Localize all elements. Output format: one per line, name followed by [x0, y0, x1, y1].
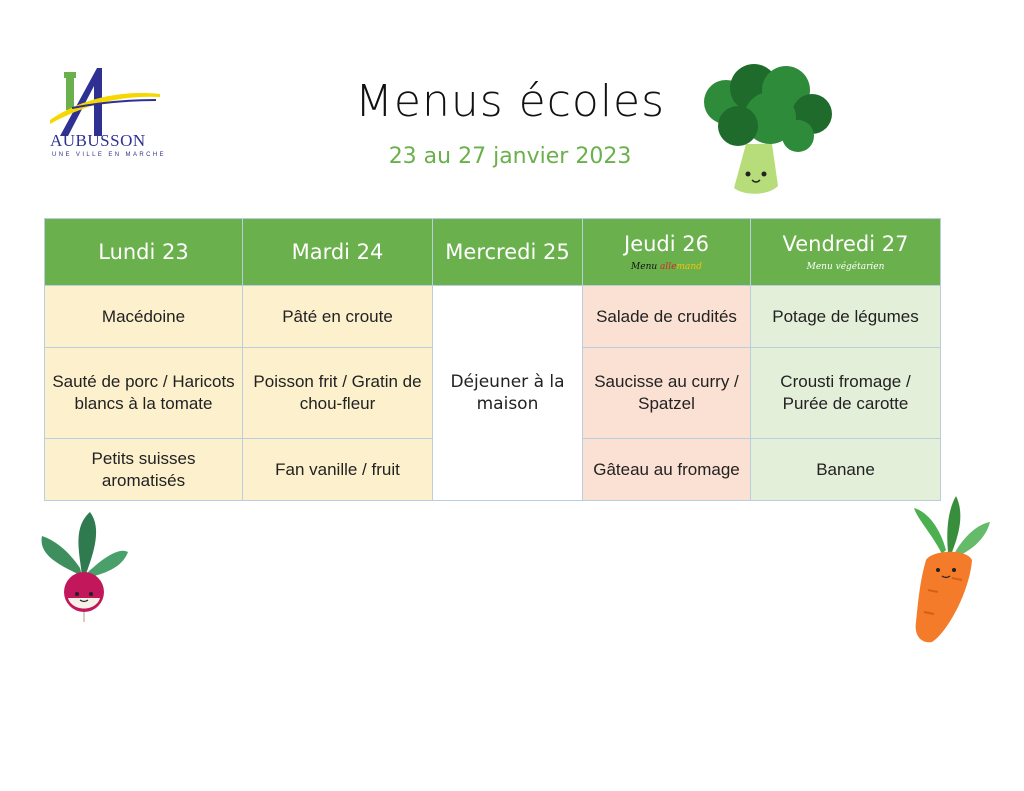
page-subtitle: 23 au 27 janvier 2023	[388, 144, 632, 169]
day-header-lundi	[45, 219, 243, 286]
menu-row-starter	[45, 286, 941, 348]
day-header-mardi	[243, 219, 433, 286]
vegetarian-menu-note: Menu végétarien	[806, 262, 885, 272]
menu-table	[44, 218, 941, 501]
carrot-icon	[902, 494, 994, 646]
day-label: Lundi 23	[98, 240, 189, 264]
day-header-jeudi	[583, 219, 751, 286]
note-part: Menu	[631, 262, 661, 272]
menu-cell: Sauté de porc / Haricots blancs à la tomate	[45, 348, 243, 439]
note-part: mand	[676, 262, 702, 272]
logo-text: AUBUSSON	[50, 131, 146, 150]
logo-tagline: UNE VILLE EN MARCHE	[52, 152, 166, 158]
menu-cell: Salade de crudités	[583, 286, 751, 348]
day-label: Vendredi 27	[782, 232, 909, 256]
day-label: Mercredi 25	[445, 240, 570, 264]
wednesday-home-note: Déjeuner à la maison	[433, 286, 583, 501]
day-label: Jeudi 26	[624, 232, 709, 256]
day-header-vendredi	[751, 219, 941, 286]
menu-cell: Petits suisses aromatisés	[45, 439, 243, 501]
broccoli-icon	[694, 62, 836, 198]
menu-cell: Potage de légumes	[751, 286, 941, 348]
menu-cell: Gâteau au fromage	[583, 439, 751, 501]
menu-cell: Saucisse au curry / Spatzel	[583, 348, 751, 439]
header-row	[45, 219, 941, 286]
menu-cell: Macédoine	[45, 286, 243, 348]
menu-cell: Banane	[751, 439, 941, 501]
page-title: Menus écoles	[354, 76, 666, 127]
radish-icon	[32, 506, 132, 622]
day-label: Mardi 24	[291, 240, 384, 264]
menu-cell: Crousti fromage / Purée de carotte	[751, 348, 941, 439]
german-menu-note	[587, 262, 746, 272]
day-header-mercredi	[433, 219, 583, 286]
menu-cell: Poisson frit / Gratin de chou-fleur	[243, 348, 433, 439]
menu-cell: Pâté en croute	[243, 286, 433, 348]
menu-cell: Fan vanille / fruit	[243, 439, 433, 501]
note-part: alle	[660, 262, 677, 272]
